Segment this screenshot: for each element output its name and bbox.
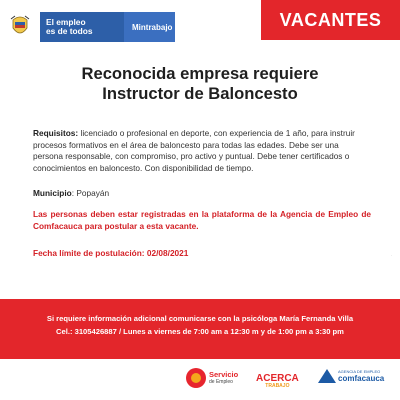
title-line-2: Instructor de Baloncesto bbox=[102, 84, 298, 103]
empleo-line-2: es de todos bbox=[46, 26, 93, 36]
servicio-sub-text: de Empleo bbox=[209, 379, 233, 385]
page-title bbox=[0, 64, 400, 104]
municipality-paragraph bbox=[33, 188, 371, 200]
ministry-text: Mintrabajo bbox=[132, 22, 173, 32]
requirements-label: Requisitos: bbox=[33, 128, 79, 138]
requirements-text: licenciado o profesional en deporte, con experiencia de 1 año, para instruir procesos formativos en el área de baloncesto para todas las edades. Debe ser una persona responsable, con compromiso, pro activo y puntual. Debe tener certificados o conocimientos en baloncesto. Con disponibilidad de tiempo. bbox=[33, 128, 355, 173]
title-line-1: Reconocida empresa requiere bbox=[81, 64, 319, 83]
acerca-trabajo-logo bbox=[256, 373, 299, 389]
acerca-main-text: ACERCA bbox=[256, 373, 299, 384]
acerca-sub-text: TRABAJO bbox=[265, 383, 290, 389]
comf-sub-text: AGENCIA DE EMPLEO bbox=[338, 369, 381, 374]
servicio-main-text: Servicio bbox=[209, 370, 239, 379]
servicio-empleo-icon bbox=[186, 368, 206, 388]
municipality-value: : Popayán bbox=[71, 188, 110, 198]
servicio-de-empleo-logo bbox=[186, 368, 238, 388]
side-watermark: · bbox=[390, 255, 394, 257]
contact-line-2: Cel.: 3105426887 / Lunes a viernes de 7:00 am a 12:30 m y de 1:00 pm a 3:30 pm bbox=[56, 326, 344, 336]
vacantes-text: VACANTES bbox=[279, 9, 382, 30]
ministry-label bbox=[124, 12, 175, 42]
municipality-label: Municipio bbox=[33, 188, 72, 198]
empleo-es-de-todos-logo bbox=[40, 12, 124, 42]
footer-logos bbox=[0, 362, 400, 400]
contact-line-1: Si requiere información adicional comunicarse con la psicóloga María Fernanda Villa bbox=[46, 314, 354, 323]
comfacauca-triangle-icon bbox=[318, 369, 336, 383]
registration-notice: Las personas deben estar registradas en la plataforma de la Agencia de Empleo de Comfacauca para postular a esta vacante. bbox=[33, 209, 371, 231]
comfacauca-logo bbox=[318, 369, 384, 383]
requirements-paragraph bbox=[33, 128, 371, 174]
vacantes-badge bbox=[261, 0, 400, 40]
gov-header-bar bbox=[0, 12, 175, 42]
contact-info bbox=[17, 313, 383, 338]
empleo-line-1: El empleo bbox=[46, 17, 86, 27]
coat-of-arms-icon bbox=[0, 12, 40, 42]
comf-main-text: comfacauca bbox=[338, 374, 385, 383]
application-deadline: Fecha límite de postulación: 02/08/2021 bbox=[33, 248, 189, 258]
